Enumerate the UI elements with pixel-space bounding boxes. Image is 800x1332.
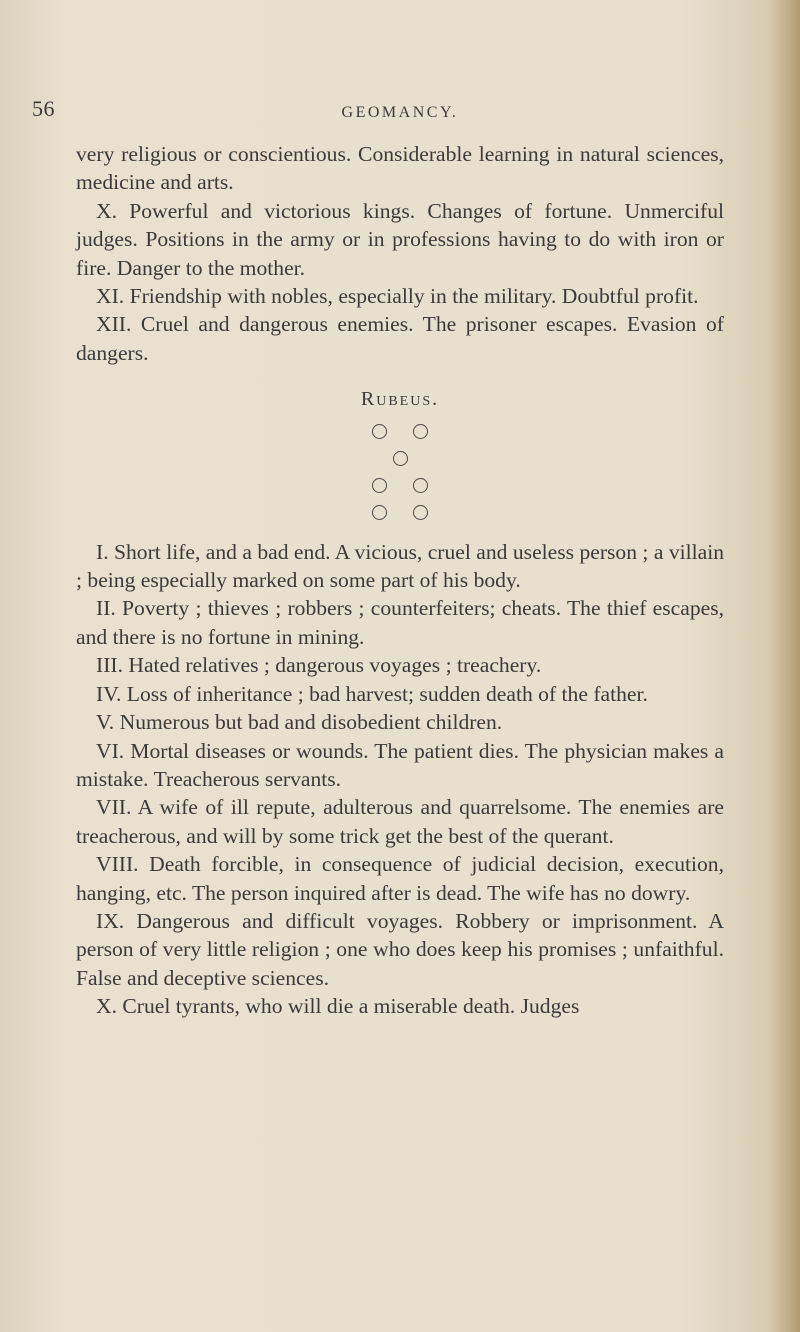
figure-dot bbox=[372, 478, 387, 493]
paragraph-house-6: VI. Mortal diseases or wounds. The patient dies. The physician makes a mistake. Treacherous servants. bbox=[76, 738, 724, 791]
paragraph-house-1: I. Short life, and a bad end. A vicious, cruel and useless person ; a villain ; being especially marked on some part of his body. bbox=[76, 539, 724, 593]
paragraph-house-4: IV. Loss of inheritance ; bad harvest; sudden death of the father. bbox=[96, 681, 648, 706]
paragraph-house-5: V. Numerous but bad and disobedient children. bbox=[96, 710, 503, 735]
figure-dot bbox=[413, 505, 428, 520]
figure-row bbox=[350, 472, 450, 499]
figure-dot bbox=[413, 478, 428, 493]
section-title: Rubeus. bbox=[360, 388, 440, 411]
paragraph-house-7: VII. A wife of ill repute, adulterous and quarrelsome. The enemies are treacherous, and will by some trick get the best of the querant. bbox=[76, 795, 724, 848]
figure-row bbox=[350, 418, 450, 445]
page-number: 56 bbox=[32, 96, 55, 121]
figure-dot bbox=[372, 424, 387, 439]
figure-dot bbox=[372, 505, 387, 520]
paragraph-continued: very religious or conscientious. Considerable learning in natural sciences, medicine and arts. bbox=[76, 142, 724, 195]
paragraph-house-9: IX. Dangerous and difficult voyages. Robbery or imprisonment. A person of very little religion ; one who does keep his promises ; unfaithful. False and deceptive sciences. bbox=[76, 908, 724, 990]
geomantic-figure bbox=[350, 418, 450, 526]
paragraph-house-12: XII. Cruel and dangerous enemies. The prisoner escapes. Evasion of dangers. bbox=[76, 312, 724, 365]
paragraph-house-10: X. Powerful and victorious kings. Changes of fortune. Unmerciful judges. Positions in the army or in professions having to do with iron or fire. Danger to the mother. bbox=[76, 198, 724, 280]
page-body bbox=[76, 140, 724, 1021]
paragraph-house-10-rubeus: X. Cruel tyrants, who will die a miserable death. Judges bbox=[96, 994, 580, 1019]
figure-dot bbox=[393, 451, 408, 466]
paragraph-house-3: III. Hated relatives ; dangerous voyages ; treachery. bbox=[96, 653, 542, 678]
paragraph-house-8: VIII. Death forcible, in consequence of judicial decision, execution, hanging, etc. The person inquired after is dead. The wife has no dowry. bbox=[76, 852, 724, 905]
paragraph-house-2: II. Poverty ; thieves ; robbers ; counterfeiters; cheats. The thief escapes, and there is no fortune in mining. bbox=[76, 596, 724, 649]
figure-dot bbox=[413, 424, 428, 439]
paragraph-house-11: XI. Friendship with nobles, especially in the military. Doubtful profit. bbox=[96, 284, 699, 309]
figure-row bbox=[350, 499, 450, 526]
figure-row bbox=[350, 445, 450, 472]
running-head: GEOMANCY. bbox=[341, 104, 459, 121]
